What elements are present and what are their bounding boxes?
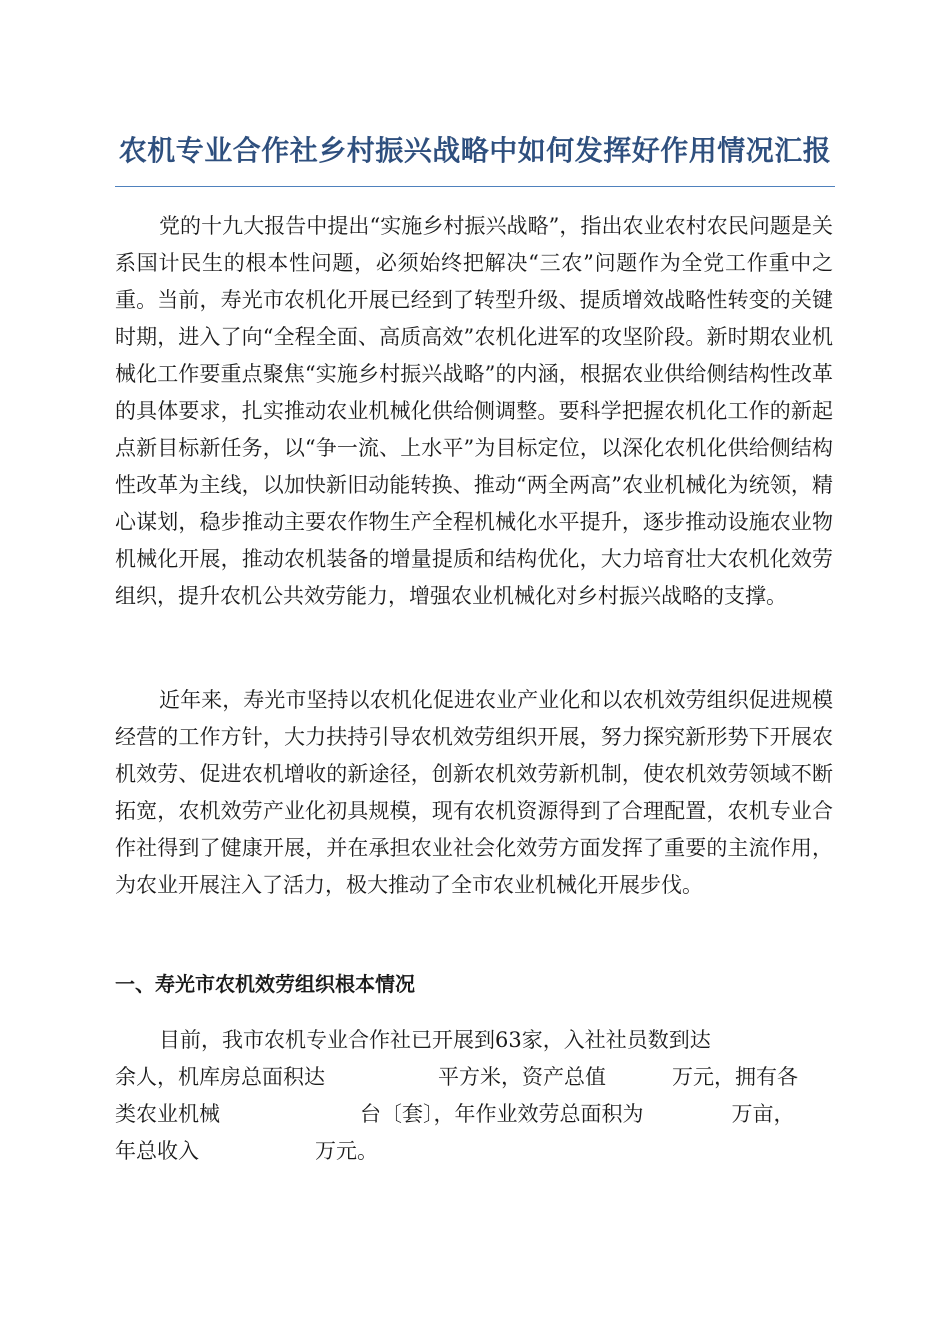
paragraph-recent-years: 近年来，寿光市坚持以农机化促进农业产业化和以农机效劳组织促进规模经营的工作方针，大力扶持引导农机效劳组织开展，努力探究新形势下开展农机效劳、促进农机增收的新途径，创新农机效劳新机制，使农机效劳领域不断拓宽，农机效劳产业化初具规模，现有农机资源得到了合理配置，农机专业合作社得到了健康开展，并在承担农业社会化效劳方面发挥了重要的主流作用，为农业开展注入了活力，极大推动了全市农业机械化开展步伐。 [115,688,833,897]
section-text: 类农业机械 [115,1102,220,1126]
section-text: 余人，机库房总面积达 [115,1065,325,1089]
section-line-3 [115,1096,795,1133]
section-text: 目前，我市农机专业合作社已开展到63家，入社社员数到达 [159,1028,711,1052]
section-text: 万亩， [731,1102,795,1126]
section-line-2 [115,1059,798,1096]
section-line-1 [159,1022,711,1059]
title-underline [115,186,835,187]
paragraph-intro: 党的十九大报告中提出“实施乡村振兴战略”，指出农业农村农民问题是关系国计民生的根本性问题，必须始终把解决“三农”问题作为全党工作重中之重。当前，寿光市农机化开展已经到了转型升级、提质增效战略性转变的关键时期，进入了向“全程全面、高质高效”农机化进军的攻坚阶段。新时期农业机械化工作要重点聚焦“实施乡村振兴战略”的内涵，根据农业供给侧结构性改革的具体要求，扎实推动农业机械化供给侧调整。要科学把握农机化工作的新起点新目标新任务，以“争一流、上水平”为目标定位，以深化农机化供给侧结构性改革为主线，以加快新旧动能转换、推动“两全两高”农业机械化为统领，精心谋划，稳步推动主要农作物生产全程机械化水平提升，逐步推动设施农业物机械化开展，推动农机装备的增量提质和结构优化，大力培育壮大农机化效劳组织，提升农机公共效劳能力，增强农业机械化对乡村振兴战略的支撑。 [115,214,833,608]
section-heading: 一、寿光市农机效劳组织根本情况 [115,972,415,996]
section-line-4 [115,1133,378,1170]
section-text: 台〔套〕，年作业效劳总面积为 [360,1102,644,1126]
section-text: 万元。 [315,1139,378,1163]
section-text: 平方米，资产总值 [438,1065,606,1089]
document-title: 农机专业合作社乡村振兴战略中如何发挥好作用情况汇报 [118,133,832,167]
section-text: 万元，拥有各 [672,1065,798,1089]
section-text: 年总收入 [115,1139,199,1163]
